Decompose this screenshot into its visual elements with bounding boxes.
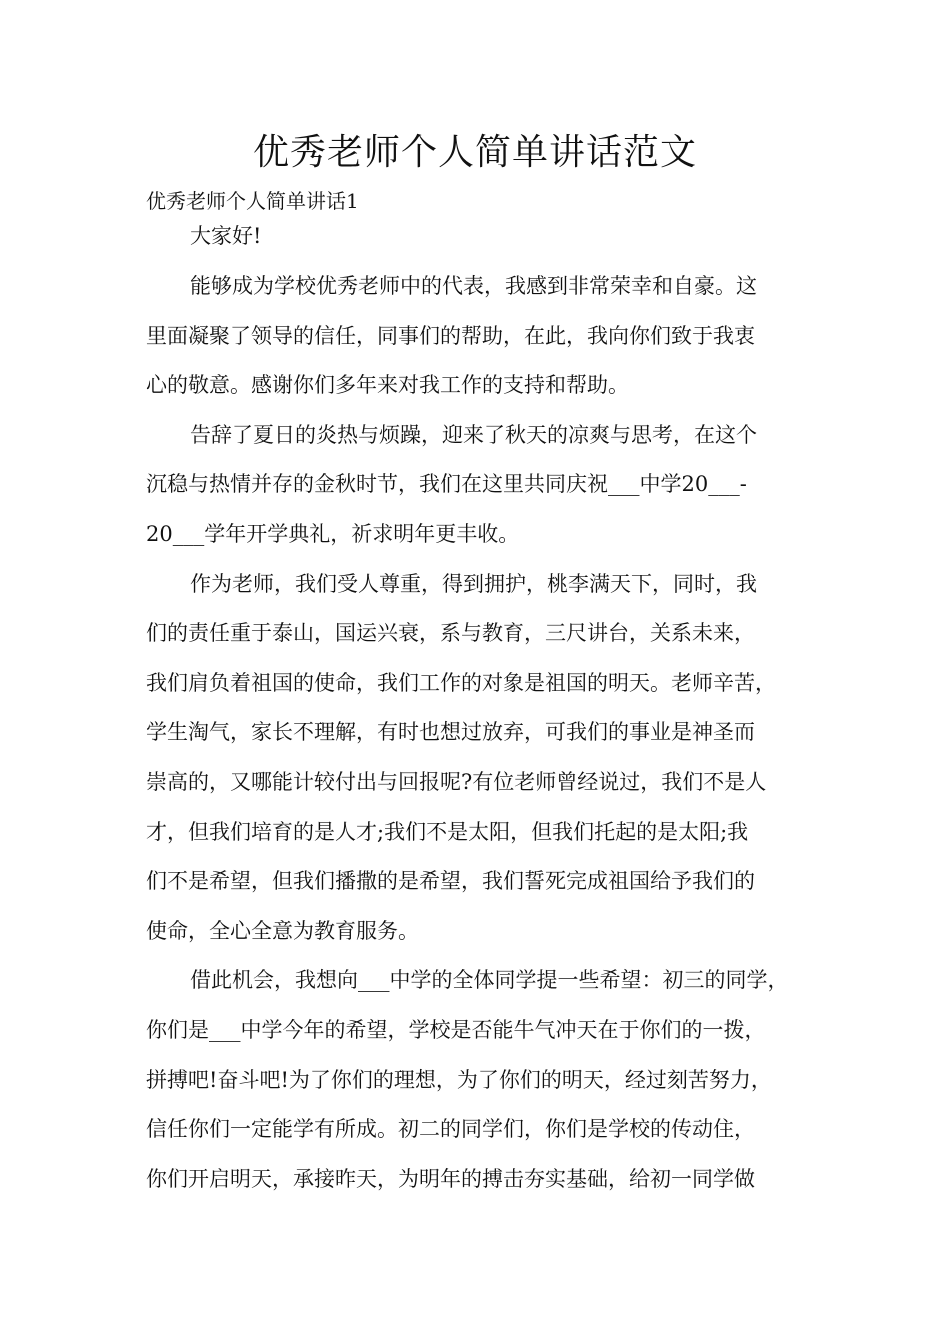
text-line: 你们开启明天，承接昨天，为明年的搏击夯实基础，给初一同学做 (146, 1167, 755, 1191)
text-line: 心的敬意。感谢你们多年来对我工作的支持和帮助。 (146, 373, 629, 397)
text-line: 借此机会，我想向___中学的全体同学提一些希望：初三的同学， (190, 968, 789, 992)
document-title: 优秀老师个人简单讲话范文 (252, 132, 697, 173)
text-line: 20___学年开学典礼，祈求明年更丰收。 (146, 522, 520, 546)
text-line: 沉稳与热情并存的金秋时节，我们在这里共同庆祝___中学20___- (146, 472, 747, 496)
text-line: 们不是希望，但我们播撒的是希望，我们誓死完成祖国给予我们的 (146, 869, 755, 893)
text-line: 告辞了夏日的炎热与烦躁，迎来了秋天的凉爽与思考，在这个 (190, 423, 757, 447)
text-line: 学生淘气，家长不理解，有时也想过放弃，可我们的事业是神圣而 (146, 720, 755, 744)
text-line: 使命，全心全意为教育服务。 (146, 919, 419, 943)
text-line: 拼搏吧!奋斗吧!为了你们的理想，为了你们的明天，经过刻苦努力， (146, 1068, 772, 1092)
text-line: 信任你们一定能学有所成。初二的同学们，你们是学校的传动住， (146, 1117, 755, 1141)
text-line: 你们是___中学今年的希望，学校是否能牛气冲天在于你们的一拨， (146, 1018, 766, 1042)
text-line: 能够成为学校优秀老师中的代表，我感到非常荣幸和自豪。这 (190, 274, 757, 298)
text-line: 们的责任重于泰山，国运兴衰，系与教育，三尺讲台，关系未来， (146, 621, 755, 645)
document-subtitle: 优秀老师个人简单讲话1 (146, 189, 359, 213)
text-line: 作为老师，我们受人尊重，得到拥护，桃李满天下，同时，我 (190, 572, 757, 596)
text-line: 我们肩负着祖国的使命，我们工作的对象是祖国的明天。老师辛苦， (146, 671, 776, 695)
text-line: 里面凝聚了领导的信任，同事们的帮助，在此，我向你们致于我衷 (146, 324, 755, 348)
text-line: 大家好! (190, 224, 262, 248)
text-line: 才，但我们培育的是人才;我们不是太阳，但我们托起的是太阳;我 (146, 820, 749, 844)
text-line: 崇高的，又哪能计较付出与回报呢?有位老师曾经说过，我们不是人 (146, 770, 767, 794)
